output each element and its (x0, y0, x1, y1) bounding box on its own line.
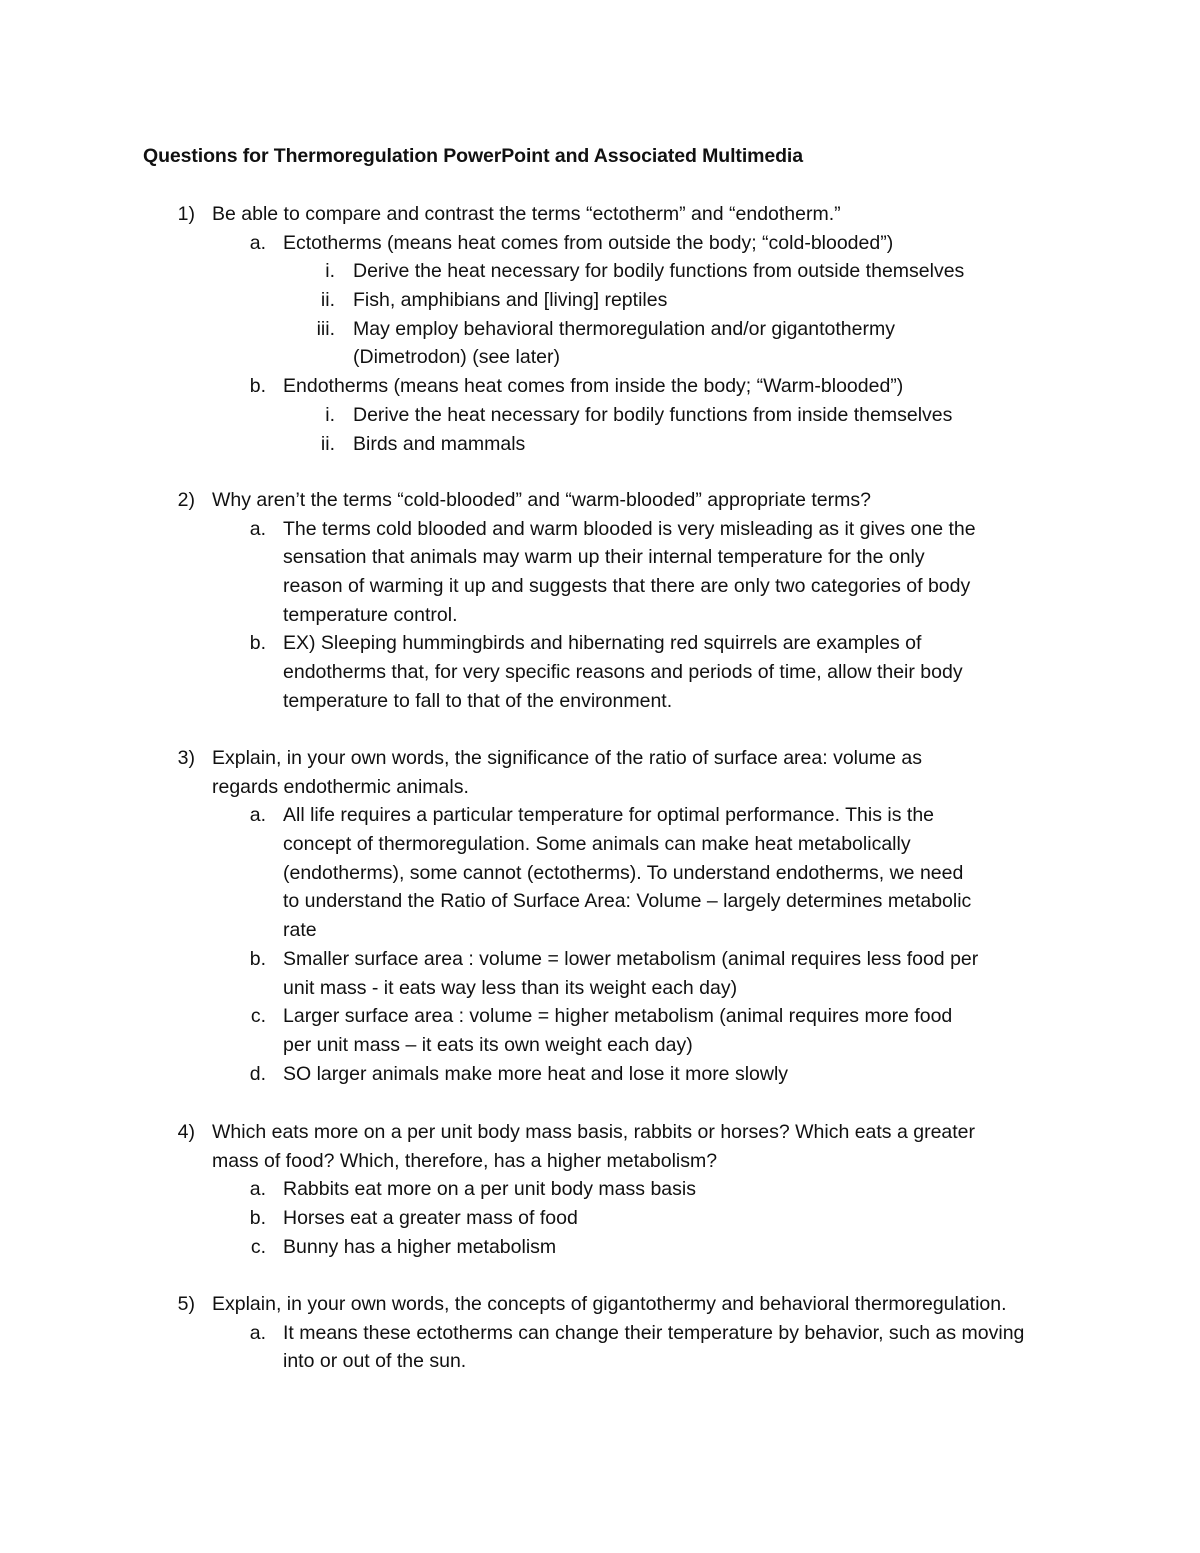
answer-line (0, 916, 1200, 945)
question-number: 5) (177, 1293, 195, 1315)
question-text: Explain, in your own words, the significance of the ratio of surface area: volume as (212, 747, 922, 769)
answer-marker: b. (249, 375, 266, 398)
question-number: 1) (177, 203, 195, 225)
answer-line (0, 1319, 1200, 1348)
answer-marker: a. (249, 1178, 266, 1201)
answer-text: unit mass - it eats way less than its weight each day) (283, 976, 738, 999)
answer-line (0, 1175, 1200, 1204)
question-text: regards endothermic animals. (212, 775, 469, 798)
question-text: Explain, in your own words, the concepts of gigantothermy and behavioral thermoregulation. (212, 1293, 1007, 1315)
question-line (0, 773, 1200, 802)
answer-line (0, 515, 1200, 544)
answer-text: Endotherms (means heat comes from inside the body; “Warm-blooded”) (283, 375, 904, 398)
answer-line (0, 629, 1200, 658)
question-number: 4) (177, 1121, 195, 1143)
answer-line (0, 601, 1200, 630)
question-3 (0, 744, 1200, 1088)
question-text: Why aren’t the terms “cold-blooded” and “warm-blooded” appropriate terms? (212, 489, 871, 511)
subitem-text: Birds and mammals (353, 432, 526, 455)
answer-line (0, 801, 1200, 830)
answer-text: EX) Sleeping hummingbirds and hibernating red squirrels are examples of (283, 632, 922, 655)
answer-text: temperature to fall to that of the environment. (283, 689, 673, 712)
answer-line (0, 572, 1200, 601)
subitem-text: Derive the heat necessary for bodily functions from inside themselves (353, 403, 953, 426)
answer-line (0, 372, 1200, 401)
subitem-marker: i. (325, 403, 335, 426)
subitem-line (0, 430, 1200, 459)
answer-marker: b. (249, 947, 266, 970)
question-line (0, 1147, 1200, 1176)
question-line (0, 1290, 1200, 1319)
subitem-line (0, 257, 1200, 286)
answer-text: Rabbits eat more on a per unit body mass basis (283, 1178, 696, 1201)
answer-text: concept of thermoregulation. Some animals can make heat metabolically (283, 833, 911, 856)
question-line (0, 486, 1200, 515)
subitem-line (0, 401, 1200, 430)
answer-text: into or out of the sun. (283, 1350, 467, 1373)
answer-text: SO larger animals make more heat and lose it more slowly (283, 1062, 789, 1085)
answer-line (0, 687, 1200, 716)
answer-marker: a. (249, 1321, 266, 1344)
subitem-text: Fish, amphibians and [living] reptiles (353, 289, 668, 312)
question-text: mass of food? Which, therefore, has a higher metabolism? (212, 1149, 718, 1172)
subitem-text: May employ behavioral thermoregulation and/or gigantothermy (353, 317, 895, 340)
answer-line (0, 1002, 1200, 1031)
subitem-text: Derive the heat necessary for bodily functions from outside themselves (353, 260, 965, 283)
document-title: Questions for Thermoregulation PowerPoint and Associated Multimedia (143, 145, 803, 167)
answer-text: Horses eat a greater mass of food (283, 1207, 578, 1230)
subitem-marker: iii. (316, 317, 335, 340)
question-number: 2) (177, 489, 195, 511)
answer-text: sensation that animals may warm up their internal temperature for the only (283, 546, 925, 569)
answer-text: Larger surface area : volume = higher metabolism (animal requires more food (283, 1005, 953, 1028)
question-4 (0, 1118, 1200, 1261)
answer-text: Bunny has a higher metabolism (283, 1235, 557, 1258)
question-text: Which eats more on a per unit body mass basis, rabbits or horses? Which eats a greater (212, 1121, 976, 1143)
subitem-marker: i. (325, 260, 335, 283)
answer-marker: d. (249, 1062, 266, 1085)
answer-text: The terms cold blooded and warm blooded is very misleading as it gives one the (283, 517, 976, 540)
answer-marker: a. (249, 231, 266, 254)
answer-text: reason of warming it up and suggests that there are only two categories of body (283, 575, 971, 598)
answer-marker: b. (249, 632, 266, 655)
answer-text: to understand the Ratio of Surface Area: Volume – largely determines metabolic (283, 890, 972, 913)
answer-line (0, 830, 1200, 859)
answer-marker: c. (250, 1005, 266, 1028)
answer-text: per unit mass – it eats its own weight each day) (283, 1033, 693, 1056)
question-line (0, 200, 1200, 229)
answer-marker: c. (250, 1235, 266, 1258)
answer-text: (endotherms), some cannot (ectotherms). To understand endotherms, we need (283, 861, 964, 884)
question-2 (0, 486, 1200, 716)
question-text: Be able to compare and contrast the terms “ectotherm” and “endotherm.” (212, 203, 841, 225)
question-line (0, 1118, 1200, 1147)
question-5 (0, 1290, 1200, 1376)
answer-line (0, 1060, 1200, 1089)
answer-marker: a. (249, 804, 266, 827)
answer-line (0, 859, 1200, 888)
subitem-line (0, 315, 1200, 344)
answer-line (0, 1204, 1200, 1233)
answer-text: endotherms that, for very specific reasons and periods of time, allow their body (283, 661, 963, 684)
answer-marker: b. (249, 1207, 266, 1230)
answer-text: Ectotherms (means heat comes from outside the body; “cold-blooded”) (283, 231, 894, 254)
answer-line (0, 887, 1200, 916)
answer-line (0, 1031, 1200, 1060)
answer-line (0, 1347, 1200, 1376)
subitem-line (0, 343, 1200, 372)
answer-line (0, 1233, 1200, 1262)
subitem-text: (Dimetrodon) (see later) (353, 346, 560, 369)
answer-line (0, 945, 1200, 974)
answer-text: rate (283, 919, 317, 942)
question-number: 3) (177, 747, 195, 769)
subitem-marker: ii. (320, 289, 335, 312)
answer-text: It means these ectotherms can change their temperature by behavior, such as moving (283, 1321, 1025, 1344)
answer-text: Smaller surface area : volume = lower metabolism (animal requires less food per (283, 947, 979, 970)
question-1 (0, 200, 1200, 458)
question-line (0, 744, 1200, 773)
answer-text: All life requires a particular temperature for optimal performance. This is the (283, 804, 935, 827)
answer-line (0, 229, 1200, 258)
answer-text: temperature control. (283, 603, 458, 626)
subitem-marker: ii. (320, 432, 335, 455)
answer-marker: a. (249, 517, 266, 540)
answer-line (0, 658, 1200, 687)
answer-line (0, 543, 1200, 572)
subitem-line (0, 286, 1200, 315)
answer-line (0, 974, 1200, 1003)
